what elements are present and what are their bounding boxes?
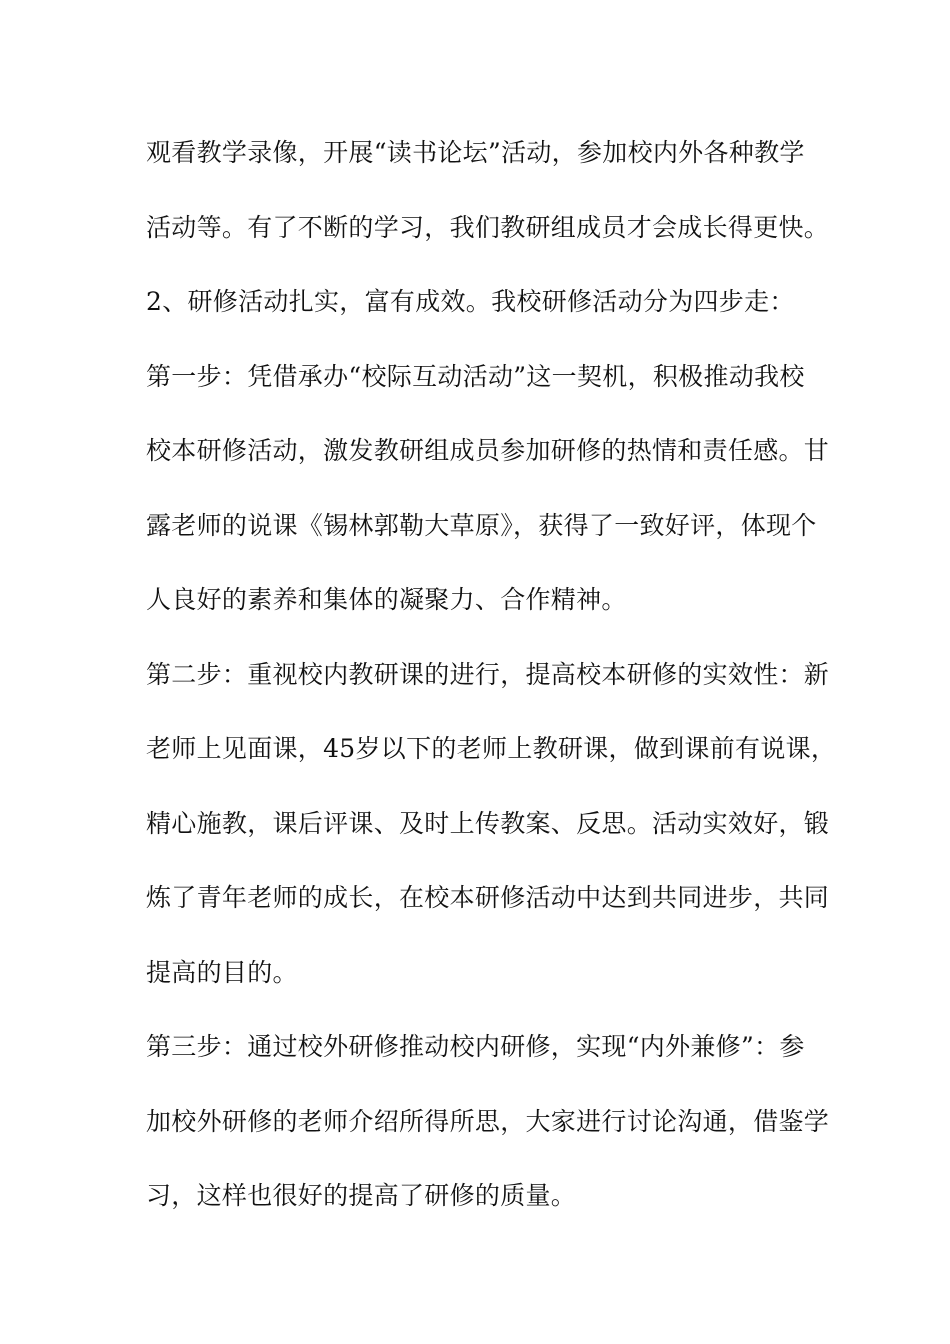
text-line: 老师上见面课，45岁以下的老师上教研课，做到课前有说课， [146,734,837,763]
text-line: 精心施教，课后评课、及时上传教案、反思。活动实效好，锻 [146,808,830,838]
text-line: 露老师的说课《锡林郭勒大草原》，获得了一致好评，体现个 [146,510,817,540]
text-line: 习，这样也很好的提高了研修的质量。 [146,1181,577,1210]
text-line: 第三步：通过校外研修推动校内研修，实现“内外兼修”：参 [146,1032,805,1061]
text-line: 观看教学录像，开展“读书论坛”活动，参加校内外各种教学 [146,138,805,167]
text-line: 第一步：凭借承办“校际互动活动”这一契机，积极推动我校 [146,361,805,391]
text-line: 第二步：重视校内教研课的进行，提高校本研修的实效性：新 [146,659,830,689]
text-line: 提高的目的。 [146,957,298,987]
text-line: 2、研修活动扎实，富有成效。我校研修活动分为四步走： [146,287,795,316]
text-line: 加校外研修的老师介绍所得所思，大家进行讨论沟通，借鉴学 [146,1106,830,1136]
text-line: 活动等。有了不断的学习，我们教研组成员才会成长得更快。 [146,212,830,242]
document-body [146,126,837,1244]
text-line: 炼了青年老师的成长，在校本研修活动中达到共同进步，共同 [146,883,830,912]
text-line: 校本研修活动，激发教研组成员参加研修的热情和责任感。甘 [146,436,830,465]
text-line: 人良好的素养和集体的凝聚力、合作精神。 [146,585,627,614]
